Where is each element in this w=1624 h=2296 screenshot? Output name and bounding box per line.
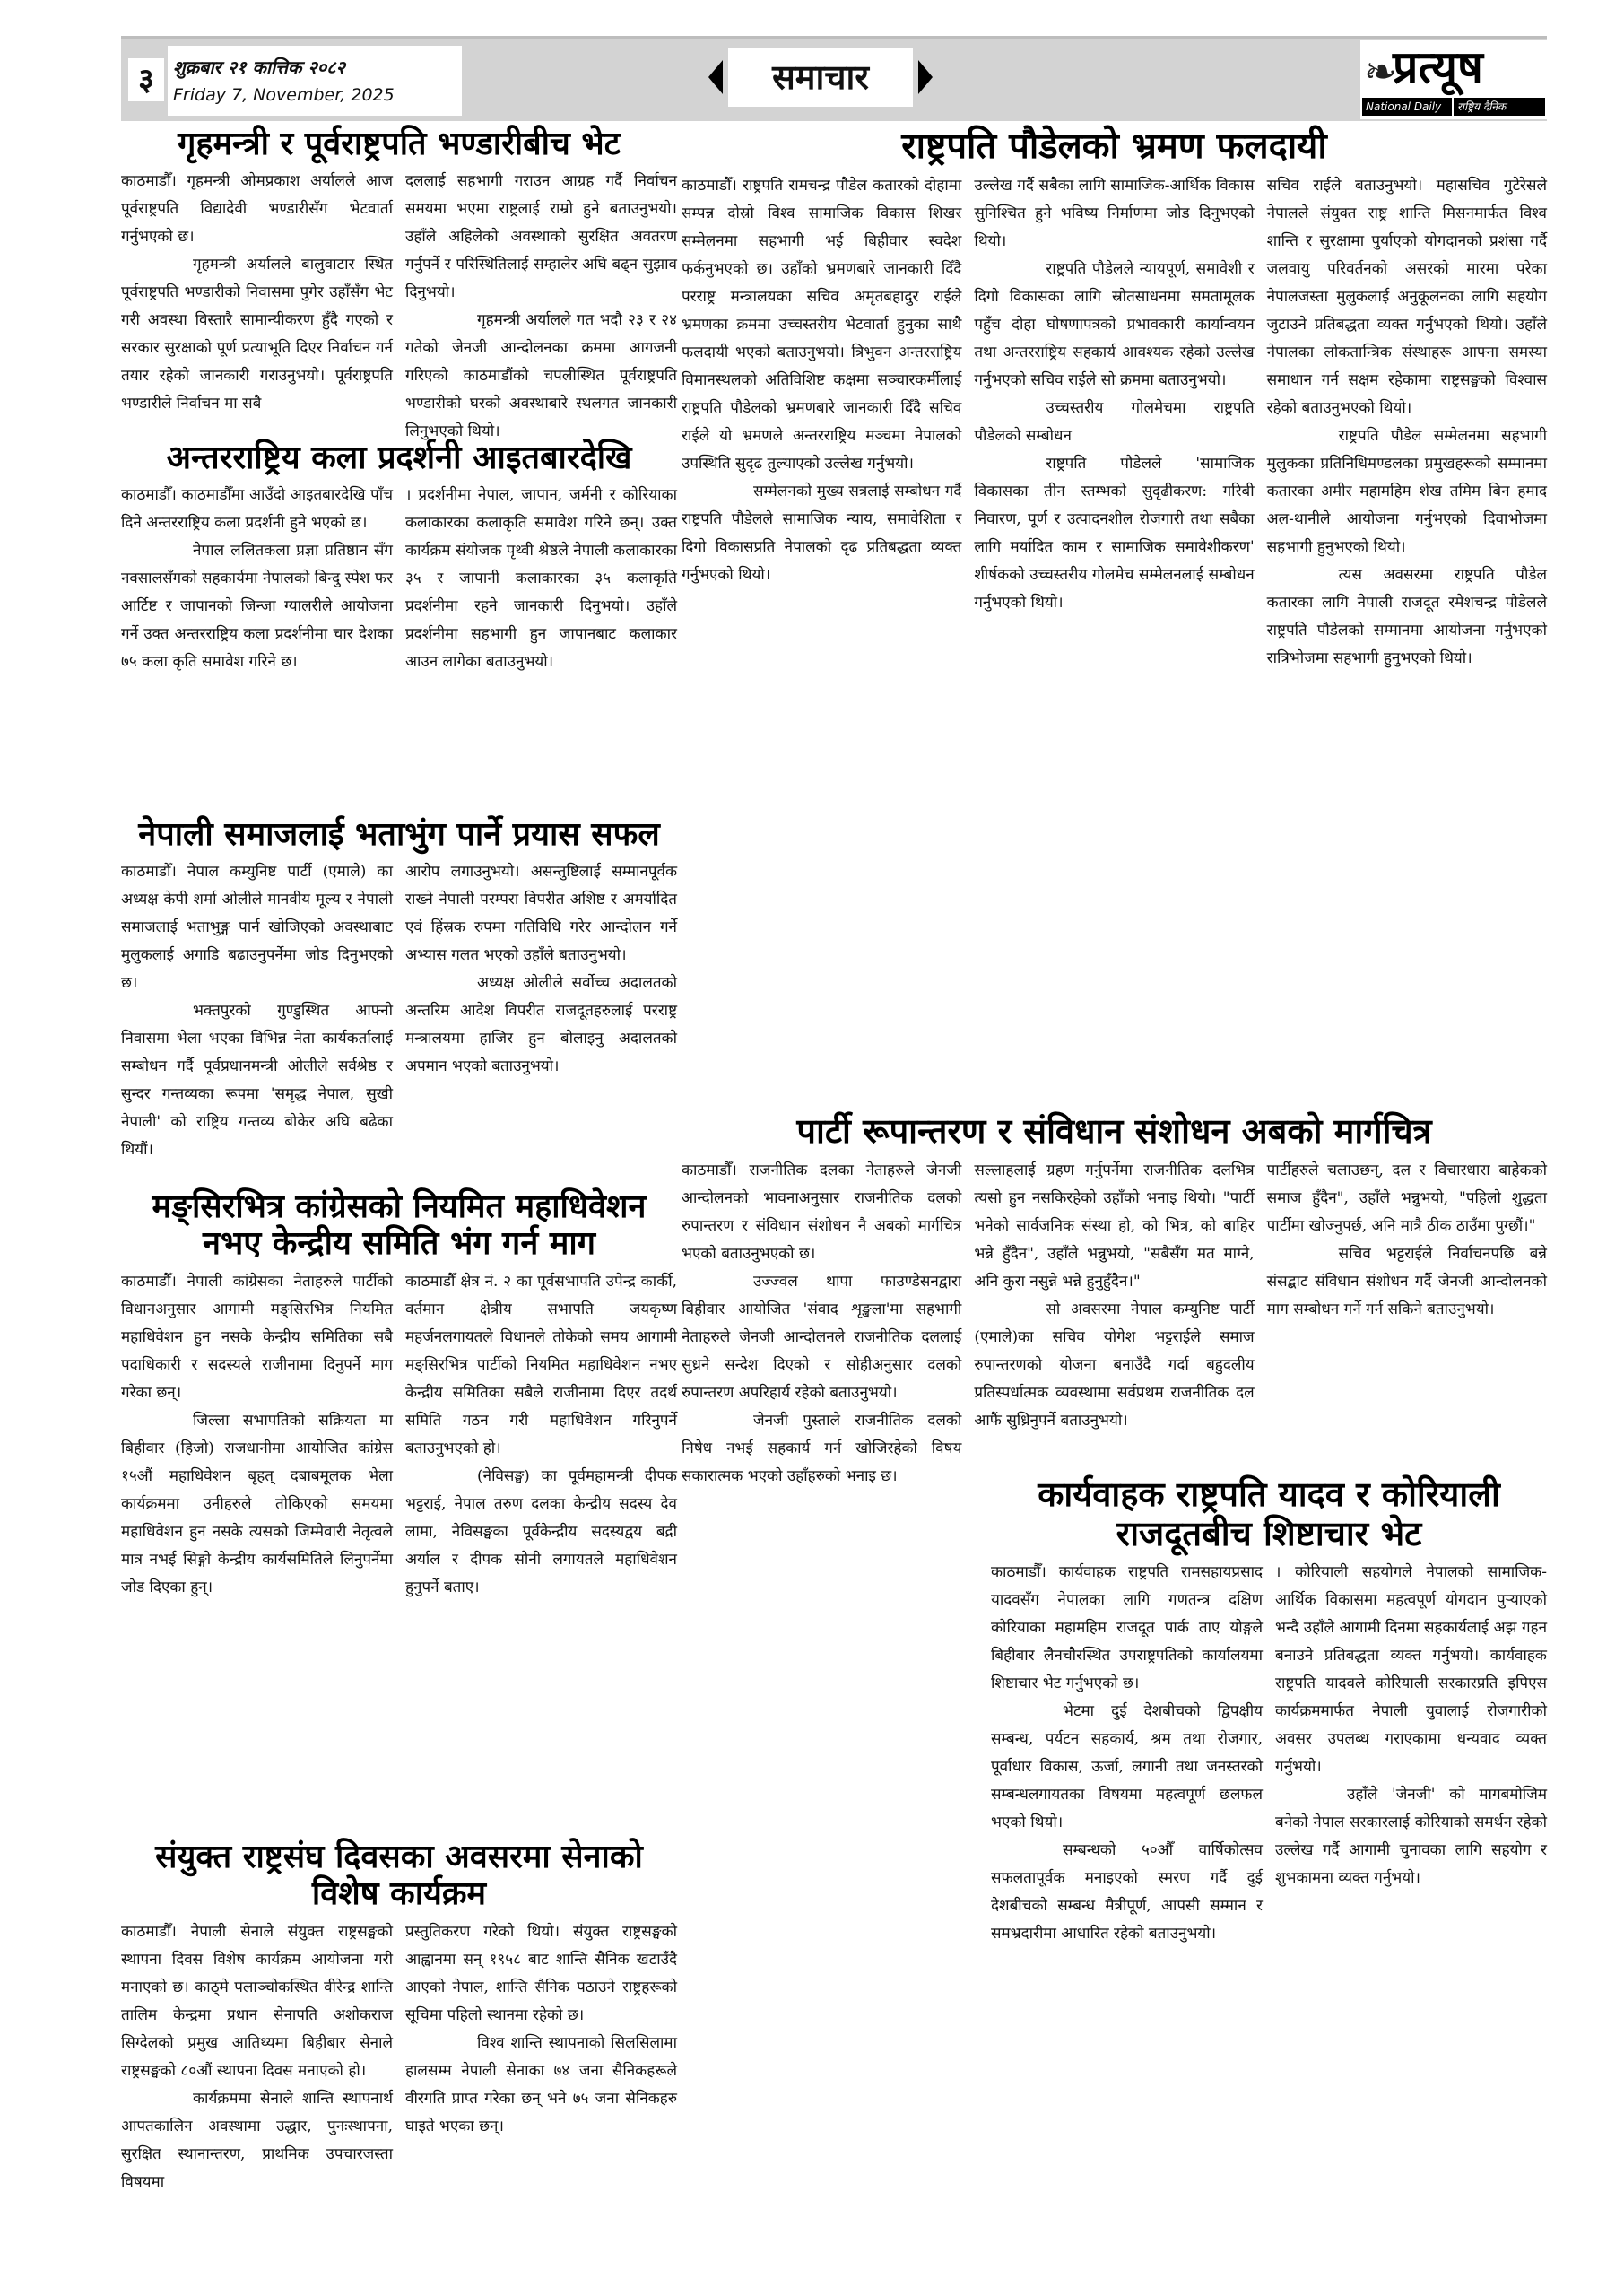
article-column xyxy=(121,1268,393,1602)
article-paragraph: राष्ट्रपति पौडेलले न्यायपूर्ण, समावेशी र दिगो विकासका लागि स्रोतसाधनमा समतामूलक पहुँच दोहा घोषणापत्रको प्रभावकारी कार्यान्वयन तथा अन्तरराष्ट्रिय सहकार्य आवश्यक रहेको उल्लेख गर्नुभएको सचिव राईले सो क्रममा बताउनुभयो। xyxy=(974,260,1255,389)
article-paragraph: सल्लाहलाई ग्रहण गर्नुपर्नेमा राजनीतिक दलभित्र त्यसो हुन नसकिरहेको उहाँको भनाइ थियो। "पार्टी भनेको सार्वजनिक संस्था हो, को भित्र, को बाहिर भन्ने हुँदैन", उहाँले भन्नुभयो, "सबैसँग मत माग्ने, अनि कुरा नसुन्ने भन्ने हुनुहुँदैन।" xyxy=(974,1161,1255,1291)
article-headline[interactable]: संयुक्त राष्ट्रसंघ दिवसका अवसरमा सेनाको विशेष कार्यक्रम xyxy=(155,1839,643,1913)
article-column xyxy=(682,1157,961,1491)
article-president-visit xyxy=(682,126,1547,1108)
article-paragraph: उल्लेख गर्दै सबैका लागि सामाजिक-आर्थिक विकास सुनिश्चित हुने भविष्य निर्माणमा जोड दिनुभएको थियो। xyxy=(974,177,1255,250)
article-paragraph: जेनजी पुस्ताले राजनीतिक दलको निषेध नभई सहकार्य गर्न खोजिरहेको विषय सकारात्मक भएको उहाँहरुको भनाइ छ। xyxy=(682,1411,962,1485)
article-column xyxy=(405,168,677,446)
article-headline[interactable]: राष्ट्रपति पौडेलको भ्रमण फलदायी xyxy=(901,126,1327,167)
article-column xyxy=(121,1918,393,2196)
article-paragraph: विश्व शान्ति स्थापनाको सिलसिलामा हालसम्म नेपाली सेनाका ७४ जना सैनिकहरूले वीरगति प्राप्त गरेका छन् भने ७५ जना सैनिकहरु घाइते भएका छन्। xyxy=(405,2033,677,2135)
arrow-right-icon xyxy=(918,60,933,94)
section-title: समाचार xyxy=(728,48,913,107)
newspaper-page xyxy=(121,36,1547,121)
article-paragraph: काठमाडौँ। काठमाडौँमा आउँदो आइतबारदेखि पाँच दिने अन्तरराष्ट्रिय कला प्रदर्शनी हुने भएको छ। xyxy=(121,486,393,533)
article-nepali-society xyxy=(121,816,677,1184)
article-paragraph: भेटमा दुई देशबीचको द्विपक्षीय सम्बन्ध, पर्यटन सहकार्य, श्रम तथा रोजगार, पूर्वाधार विकास, ऊर्जा, लगानी तथा जनस्तरको सम्बन्धलगायतका विषयमा महत्वपूर्ण छलफल भएको थियो। xyxy=(991,1702,1263,1832)
article-column xyxy=(405,858,677,1164)
article-home-minister xyxy=(121,126,677,441)
page-number: ३ xyxy=(128,58,164,101)
article-column xyxy=(1267,1157,1547,1491)
article-paragraph: उज्ज्वल थापा फाउण्डेसनद्वारा बिहीवार आयोजित 'संवाद शृङ्खला'मा सहभागी नेताहरुले जेनजी आन्दोलनले राजनीतिक दललाई सुध्रने सन्देश दिएको र सोहीअनुसार दलको रुपान्तरण अपरिहार्य रहेको बताउनुभयो। xyxy=(682,1272,962,1402)
date-english: Friday 7, November, 2025 xyxy=(173,85,395,105)
article-column xyxy=(1267,172,1547,673)
article-column xyxy=(405,1918,677,2196)
article-art-exhibition xyxy=(121,439,677,812)
date-nepali: शुक्रबार २१ कात्तिक २०८२ xyxy=(173,57,345,78)
article-columns xyxy=(121,858,677,1164)
article-columns xyxy=(121,1918,677,2196)
article-headline[interactable]: कार्यवाहक राष्ट्रपति यादव र कोरियाली राजदूतबीच शिष्टाचार भेट xyxy=(1038,1474,1500,1553)
masthead-logo xyxy=(1360,40,1547,119)
article-paragraph: सम्बन्धको ५०औँ वार्षिकोत्सव सफलतापूर्वक मनाइएको स्मरण गर्दै दुई देशबीचको सम्बन्ध मैत्रीपूर्ण, आपसी सम्मान र समभ्रदारीमा आधारित रहेको बताउनुभयो। xyxy=(991,1841,1263,1944)
article-paragraph: काठमाडौँ। कार्यवाहक राष्ट्रपति रामसहायप्रसाद यादवसँग नेपालका लागि गणतन्त्र दक्षिण कोरियाका महामहिम राजदूत पार्क ताए योङ्गले बिहीबार लैनचौरस्थित उपराष्ट्रपतिको कार्यालयमा शिष्टाचार भेट गर्नुभएको छ। xyxy=(991,1563,1263,1693)
article-paragraph: काठमाडौँ। नेपाली सेनाले संयुक्त राष्ट्रसङ्घको स्थापना दिवस विशेष कार्यक्रम आयोजना गरी मनाएको छ। काठ्मे पलाञ्चोकस्थित वीरेन्द्र शान्ति तालिम केन्द्रमा प्रधान सेनापति अशोकराज सिग्देलको प्रमुख आतिथ्यमा बिहीबार सेनाले राष्ट्रसङ्घको ८०औं स्थापना दिवस मनाएको हो। xyxy=(121,1922,393,2080)
article-party-transformation xyxy=(682,1111,1547,1485)
article-columns xyxy=(121,1268,677,1602)
article-paragraph: त्यस अवसरमा राष्ट्रपति पौडेल कतारका लागि नेपाली राजदूत रमेशचन्द्र पौडेलले राष्ट्रपति पौडेलको सम्मानमा आयोजना गर्नुभएको रात्रिभोजमा सहभागी हुनुभएको थियो। xyxy=(1266,566,1547,667)
article-headline[interactable]: नेपाली समाजलाई भताभुंग पार्ने प्रयास सफल xyxy=(138,816,660,853)
article-columns xyxy=(121,168,677,446)
page-header xyxy=(121,36,1547,121)
article-paragraph: पार्टीहरुले चलाउछन्, दल र विचारधारा बाहेकको समाज हुँदैन", उहाँले भन्नुभयो, "पहिलो शुद्धता पार्टीमा खोज्नुपर्छ, अनि मात्रै ठीक ठाउँमा पुग्छौं।" xyxy=(1266,1161,1547,1235)
article-paragraph: काठमाडौँ। राष्ट्रपति रामचन्द्र पौडेल कतारको दोहामा सम्पन्न दोस्रो विश्व सामाजिक विकास शिखर सम्मेलनमा सहभागी भई बिहीवार स्वदेश फर्कनुभएको छ। उहाँको भ्रमणबारे जानकारी दिँदै परराष्ट्र मन्त्रालयका सचिव अमृतबहादुर राईले भ्रमणका क्रममा उच्चस्तरीय भेटवार्ता हुनुका साथै फलदायी भएको बताउनुभयो। त्रिभुवन अन्तरराष्ट्रिय विमानस्थलको अतिविशिष्ट कक्षमा सञ्चारकर्मीलाई राष्ट्रपति पौडेलको भ्रमणबारे जानकारी दिँदै सचिव राईले यो भ्रमणले अन्तरराष्ट्रिय मञ्चमा नेपालको उपस्थिति सुदृढ तुल्याएको उल्लेख गर्नुभयो। xyxy=(682,177,962,473)
article-column xyxy=(974,1157,1254,1491)
article-paragraph: काठमाडौँ। राजनीतिक दलका नेताहरुले जेनजी आन्दोलनको भावनाअनुसार राजनीतिक दलको रुपान्तरण र संविधान संशोधन नै अबको मार्गचित्र भएको बताउनुभएको छ। xyxy=(682,1161,962,1263)
article-column xyxy=(121,482,393,676)
article-columns xyxy=(121,482,677,676)
article-column xyxy=(121,168,393,446)
article-paragraph: कार्यक्रममा सेनाले शान्ति स्थापनार्थ आपतकालिन अवस्थामा उद्धार, पुनःस्थापना, सुरक्षित स्थानान्तरण, प्राथमिक उपचारजस्ता विषयमा xyxy=(121,2089,393,2191)
section-label xyxy=(708,48,933,107)
article-column xyxy=(1275,1559,1547,1948)
article-column xyxy=(682,172,961,673)
quill-icon: ❧ xyxy=(1364,49,1397,95)
article-columns xyxy=(682,172,1547,673)
article-paragraph: अध्यक्ष ओलीले सर्वोच्च अदालतको अन्तरिम आदेश विपरीत राजदूतहरुलाई परराष्ट्र मन्त्रालयमा हाजिर हुन बोलाइनु अदालतको अपमान भएको बताउनुभयो। xyxy=(405,974,677,1076)
article-columns xyxy=(991,1559,1547,1948)
logo-tag-english: National Daily xyxy=(1362,98,1452,116)
article-paragraph: । प्रदर्शनीमा नेपाल, जापान, जर्मनी र कोरियाका कलाकारका कलाकृति समावेश गरिने छन्। उक्त कार्यक्रम संयोजक पृथ्वी श्रेष्ठले नेपाली कलाकारका ३५ र जापानी कलाकारका ३५ कलाकृति प्रदर्शनीमा रहने जानकारी दिनुभयो। उहाँले प्रदर्शनीमा सहभागी हुन जापानबाट कलाकार आउन लागेका बताउनुभयो। xyxy=(405,486,677,672)
article-headline[interactable]: पार्टी रूपान्तरण र संविधान संशोधन अबको मार्गचित्र xyxy=(796,1111,1432,1151)
article-paragraph: राष्ट्रपति पौडेल सम्मेलनमा सहभागी मुलुकका प्रतिनिधिमण्डलका प्रमुखहरूको सम्मानमा कतारका अमीर महामहिम शेख तमिम बिन हमाद अल-थानीले आयोजना गर्नुभएको दिवाभोजमा सहभागी हुनुभएको थियो। xyxy=(1266,427,1547,556)
article-congress xyxy=(121,1188,677,1834)
article-paragraph: काठमाडौँ। नेपाली कांग्रेसका नेताहरुले पार्टीको विधानअनुसार आगामी मङ्सिरभित्र नियमित महाधिवेशन हुन नसके केन्द्रीय समितिका सबै पदाधिकारी र सदस्यले राजीनामा दिनुपर्ने माग गरेका छन्। xyxy=(121,1272,393,1402)
article-paragraph: काठमाडौँ। नेपाल कम्युनिष्ट पार्टी (एमाले) का अध्यक्ष केपी शर्मा ओलीले मानवीय मूल्य र नेपाली समाजलाई भताभुङ्ग पार्न खोजिएको अवस्थाबाट मुलुकलाई अगाडि बढाउनुपर्नेमा जोड दिनुभएको छ। xyxy=(121,863,393,993)
article-korea-ambassador xyxy=(991,1475,1547,2260)
article-paragraph: उहाँले 'जेनजी' को मागबमोजिम बनेको नेपाल सरकारलाई कोरियाको समर्थन रहेको उल्लेख गर्दै आगामी चुनावका लागि सहयोग र शुभकामना व्यक्त गर्नुभयो। xyxy=(1275,1786,1547,1888)
article-paragraph: नेपाल ललितकला प्रज्ञा प्रतिष्ठान सँग नक्सालसँगको सहकार्यमा नेपालको बिन्दु स्पेश फर आर्टिष्ट र जापानको जिन्जा ग्यालरीले आयोजना गर्ने उक्त अन्तरराष्ट्रिय कला प्रदर्शनीमा चार देशका ७५ कला कृति समावेश गरिने छ। xyxy=(121,542,393,672)
article-column xyxy=(121,858,393,1164)
article-column xyxy=(991,1559,1263,1948)
article-paragraph: राष्ट्रपति पौडेलले 'सामाजिक विकासका तीन स्तम्भको सुदृढीकरण: गरिबी निवारण, पूर्ण र उत्पादनशील रोजगारी तथा सबैका लागि मर्यादित काम र सामाजिक समावेशीकरण' शीर्षकको उच्चस्तरीय गोलमेच सम्मेलनलाई सम्बोधन गर्नुभएको थियो। xyxy=(974,455,1255,612)
article-paragraph: गृहमन्त्री अर्यालले बालुवाटार स्थित पूर्वराष्ट्रपति भण्डारीको निवासमा पुगेर उहाँसँग भेट गरी अवस्था विस्तारै सामान्यीकरण हुँदै गएको र सरकार सुरक्षाको पूर्ण प्रत्याभूति दिएर निर्वाचन गर्न तयार रहेको जानकारी गराउनुभयो। पूर्वराष्ट्रपति भण्डारीले निर्वाचन मा सबै xyxy=(121,256,393,413)
article-paragraph: सचिव भट्टराईले निर्वाचनपछि बन्ने संसद्बाट संविधान संशोधन गर्दै जेनजी आन्दोलनको माग सम्बोधन गर्ने गर्न सकिने बताउनुभयो। xyxy=(1266,1244,1547,1318)
article-headline[interactable]: मङ्सिरभित्र कांग्रेसको नियमित महाधिवेशन नभए केन्द्रीय समिति भंग गर्न माग xyxy=(152,1188,647,1263)
article-paragraph: काठमाडौँ। गृहमन्त्री ओमप्रकाश अर्यालले आज पूर्वराष्ट्रपति विद्यादेवी भण्डारीसँग भेटवार्ता गर्नुभएको छ। xyxy=(121,172,393,247)
article-paragraph: सचिव राईले बताउनुभयो। महासचिव गुटेरेसले नेपालले संयुक्त राष्ट्र शान्ति मिसनमार्फत विश्व शान्ति र सुरक्षामा पुर्याएको योगदानको प्रशंसा गर्दै जलवायु परिवर्तनको असरको मारमा परेका नेपालजस्ता मुलुकलाई अनुकूलनका लागि सहयोग जुटाउने प्रतिबद्धता व्यक्त गर्नुभएको थियो। उहाँले नेपालका लोकतान्त्रिक संस्थाहरू आफ्ना समस्या समाधान गर्न सक्षम रहेकामा राष्ट्रसङ्घको विश्वास रहेको बताउनुभएको थियो। xyxy=(1266,177,1547,417)
article-column xyxy=(974,172,1254,673)
article-headline[interactable]: अन्तरराष्ट्रिय कला प्रदर्शनी आइतबारदेखि xyxy=(166,439,632,476)
logo-tag-nepali: राष्ट्रिय दैनिक xyxy=(1454,98,1545,116)
article-columns xyxy=(682,1157,1547,1491)
article-column xyxy=(405,1268,677,1602)
article-paragraph: जिल्ला सभापतिको सक्रियता मा बिहीवार (हिजो) राजधानीमा आयोजित कांग्रेस १५औं महाधिवेशन बृहत् दबाबमूलक भेला कार्यक्रममा उनीहरुले तोकिएको समयमा महाधिवेशन हुन नसके त्यसको जिम्मेवारी नेतृत्वले मात्र नभई सिङ्गो केन्द्रीय कार्यसमितिले लिनुपर्नेमा जोड दिएका हुन्। xyxy=(121,1411,393,1596)
article-paragraph: गृहमन्त्री अर्यालले गत भदौ २३ र २४ गतेको जेनजी आन्दोलनका क्रममा आगजनी गरिएको काठमाडौंको चपलीस्थित पूर्वराष्ट्रपति भण्डारीको घरको अवस्थाबारे स्थलगत जानकारी लिनुभएको थियो। xyxy=(405,311,677,441)
article-column xyxy=(405,482,677,676)
article-paragraph: सो अवसरमा नेपाल कम्युनिष्ट पार्टी (एमाले)का सचिव योगेश भट्टराईले समाज रुपान्तरणको योजना बनाउँदै गर्दा बहुदलीय प्रतिस्पर्धात्मक व्यवस्थामा सर्वप्रथम राजनीतिक दल आफैं सुध्रिनुपर्ने बताउनुभयो। xyxy=(974,1300,1255,1430)
article-paragraph: आरोप लगाउनुभयो। असन्तुष्टिलाई सम्मानपूर्वक राख्ने नेपाली परम्परा विपरीत अशिष्ट र अमर्यादित एवं हिंस्रक रुपमा गतिविधि गरेर आन्दोलन गर्ने अभ्यास गलत भएको उहाँले बताउनुभयो। xyxy=(405,863,677,965)
article-paragraph: दललाई सहभागी गराउन आग्रह गर्दै निर्वाचन समयमा भएमा राष्ट्रलाई राम्रो हुने बताउनुभयो। उहाँले अहिलेको अवस्थाको सुरक्षित अवतरण गर्नुपर्ने र परिस्थितिलाई सम्हालेर अघि बढ्न सुझाव दिनुभयो। xyxy=(405,172,677,302)
article-headline[interactable]: गृहमन्त्री र पूर्वराष्ट्रपति भण्डारीबीच भेट xyxy=(178,126,621,162)
article-paragraph: भक्तपुरको गुण्डुस्थित आफ्नो निवासमा भेला भएका विभिन्न नेता कार्यकर्तालाई सम्बोधन गर्दै पूर्वप्रधानमन्त्री ओलीले सर्वश्रेष्ठ र सुन्दर गन्तव्यका रूपमा 'समृद्ध नेपाल, सुखी नेपाली' को राष्ट्रिय गन्तव्य बोकेर अघि बढेका थियौं। xyxy=(121,1002,393,1160)
article-paragraph: (नेविसङ्घ) का पूर्वमहामन्त्री दीपक भट्टराई, नेपाल तरुण दलका केन्द्रीय सदस्य देव लामा, नेविसङ्घका पूर्वकेन्द्रीय सदस्यद्वय बद्री अर्याल र दीपक सोनी लगायतले महाधिवेशन हुनुपर्ने बताए। xyxy=(405,1466,677,1596)
article-un-day xyxy=(121,1839,677,2260)
article-paragraph: उच्चस्तरीय गोलमेचमा राष्ट्रपति पौडेलको सम्बोधन xyxy=(974,399,1255,445)
article-paragraph: प्रस्तुतिकरण गरेको थियो। संयुक्त राष्ट्रसङ्घको आह्वानमा सन् १९५८ बाट शान्ति सैनिक खटाउँदै आएको नेपाल, शान्ति सैनिक पठाउने राष्ट्रहरूको सूचिमा पहिलो स्थानमा रहेको छ। xyxy=(405,1922,677,2024)
logo-title: प्रत्यूष xyxy=(1393,41,1483,93)
article-paragraph: सम्मेलनको मुख्य सत्रलाई सम्बोधन गर्दै राष्ट्रपति पौडेलले सामाजिक न्याय, समावेशिता र दिगो विकासप्रति नेपालको दृढ प्रतिबद्धता व्यक्त गर्नुभएको थियो। xyxy=(682,483,962,584)
arrow-left-icon xyxy=(708,60,723,94)
article-paragraph: काठमाडौँ क्षेत्र नं. २ का पूर्वसभापति उपेन्द्र कार्की, वर्तमान क्षेत्रीय सभापति जयकृष्ण महर्जनलगायतले विधानले तोकेको समय आगामी मङ्सिरभित्र पार्टीको नियमित महाधिवेशन नभए केन्द्रीय समितिका सबैले राजीनामा दिएर तदर्थ समिति गठन गरी महाधिवेशन गरिनुपर्ने बताउनुभएको हो। xyxy=(405,1272,677,1457)
date-box xyxy=(168,46,462,116)
article-paragraph: । कोरियाली सहयोगले नेपालको सामाजिक-आर्थिक विकासमा महत्वपूर्ण योगदान पुऱ्याएको भन्दै उहाँले आगामी दिनमा सहकार्यलाई अझ गहन बनाउने प्रतिबद्धता व्यक्त गर्नुभयो। कार्यवाहक राष्ट्रपति यादवले कोरियाली सरकारप्रति इपिएस कार्यक्रममार्फत नेपाली युवालाई रोजगारीको अवसर उपलब्ध गराएकामा धन्यवाद व्यक्त गर्नुभयो। xyxy=(1275,1563,1547,1777)
